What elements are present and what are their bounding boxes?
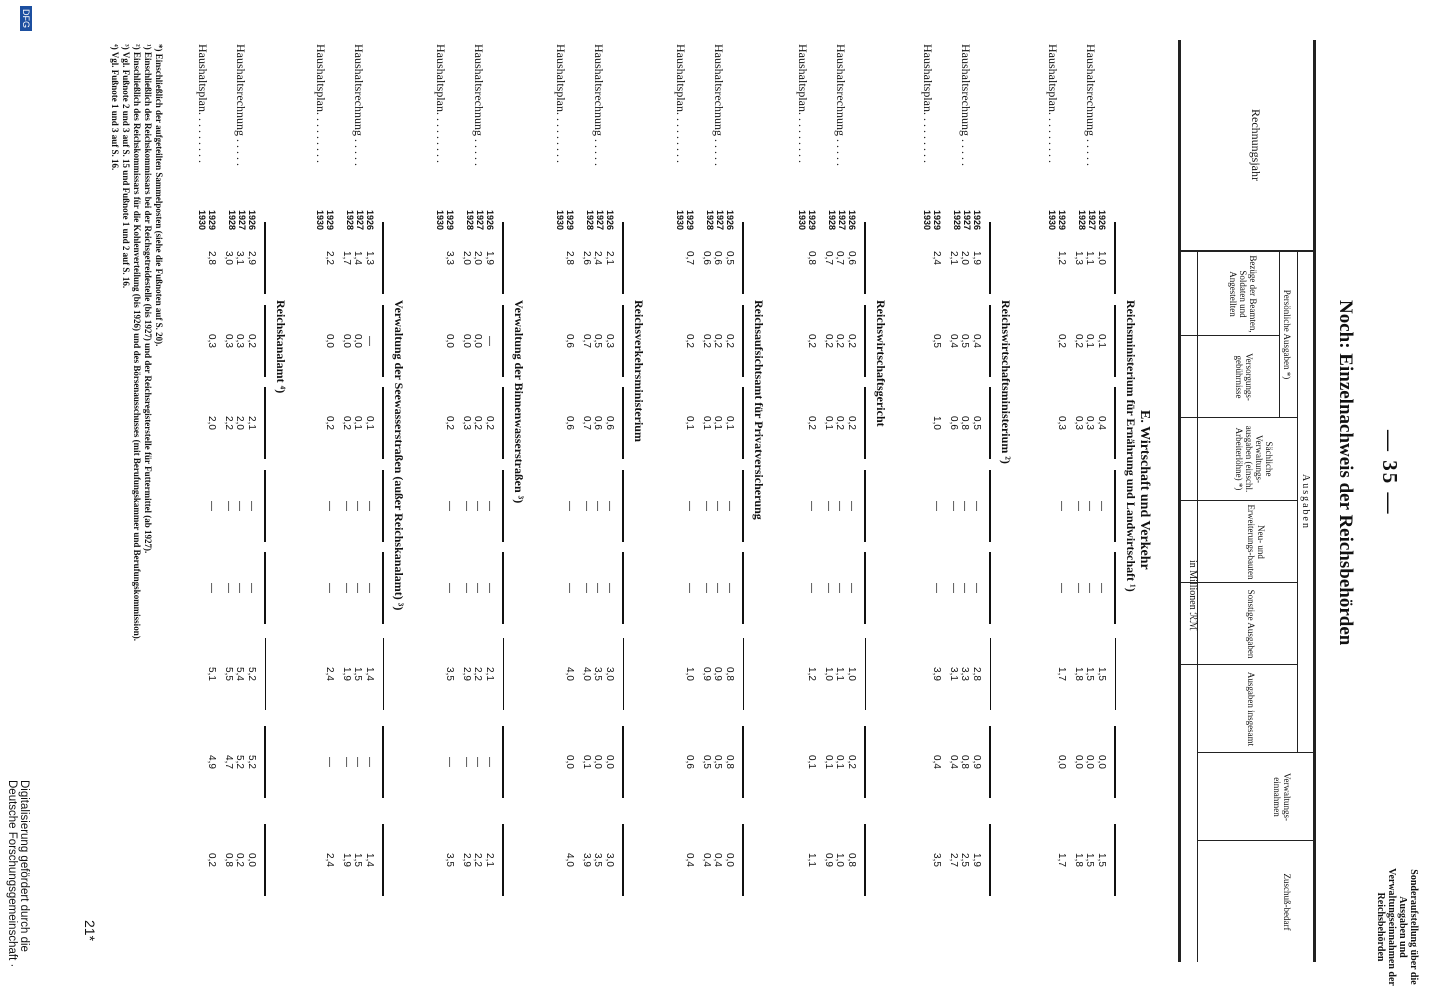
cell-zuschuss-plan: 0,2 [206, 853, 217, 867]
rule-neubauten [264, 470, 266, 542]
rule-zuschuss [502, 824, 504, 896]
cell-einnahmen: — — — [341, 757, 375, 767]
header-ausgaben-insgesamt: Ausgaben insgesamt [1246, 671, 1256, 747]
cell-einnahmen-plan: 0,0 [1056, 755, 1067, 769]
cell-versorgung: 0,2 0,3 0,3 [223, 334, 257, 348]
cell-versorgung-plan: 0,5 [931, 334, 942, 348]
rule-saechliche [864, 387, 866, 459]
dfg-badge: DFG [20, 6, 32, 31]
header-zuschuss: Zuschuß-bedarf [1282, 873, 1292, 931]
cell-bezuege: 0,6 0,7 0,7 [823, 251, 857, 265]
header-rechnungsjahr: Rechnungsjahr [1249, 109, 1263, 181]
cell-neubauten: — — — [581, 501, 615, 511]
cell-bezuege-plan: 0,7 [684, 251, 695, 265]
rule-sonstige [742, 552, 744, 624]
cell-bezuege-plan: 2,8 [206, 251, 217, 265]
row-label-rechnung: Haushaltsrechnung . . . . . [352, 44, 366, 166]
credit-line: Digitalisierung gefördert durch die Deutsche Forschungsgemeinschaft · [6, 780, 30, 968]
cell-bezuege: 1,0 1,1 1,3 [1073, 251, 1107, 265]
cell-neubauten-plan: — [1056, 501, 1067, 511]
cell-neubauten-plan: — [206, 501, 217, 511]
cell-einnahmen-plan: 0,1 [806, 755, 817, 769]
cell-insgesamt: 5,2 5,4 5,5 [223, 667, 257, 681]
cell-sonstige-plan: — [206, 583, 217, 593]
block-title: Reichskanalamt ⁴) [274, 300, 288, 394]
block-title: Verwaltung der Binnenwasserstraßen ³) [512, 300, 526, 504]
row-label-rechnung: Haushaltsrechnung . . . . . [834, 44, 848, 166]
cell-saechliche: 0,6 0,6 0,7 [581, 416, 615, 430]
rule-einnahmen [864, 726, 866, 798]
rule-bezuege [1114, 222, 1116, 294]
cell-insgesamt-plan: 1,7 [1056, 667, 1067, 681]
cell-saechliche: 0,2 0,2 0,1 [823, 416, 857, 430]
cell-einnahmen-plan: 0,6 [684, 755, 695, 769]
rule-saechliche [1114, 387, 1116, 459]
cell-einnahmen: 0,2 0,1 0,1 [823, 755, 857, 769]
header-versorgung: Versorgungs-gebührnisse [1234, 353, 1254, 401]
rule-neubauten [864, 470, 866, 542]
cell-zuschuss: 1,5 1,5 1,8 [1073, 853, 1107, 867]
cell-sonstige-plan: — [324, 583, 335, 593]
rule-sonstige [264, 552, 266, 624]
cell-saechliche-plan: 0,3 [1056, 416, 1067, 430]
rule-bezuege [502, 222, 504, 294]
cell-zuschuss: 1,4 1,5 1,9 [341, 853, 375, 867]
cell-neubauten-plan: — [684, 501, 695, 511]
cell-einnahmen-plan: — [444, 757, 455, 767]
years-rechnung: 1926 1927 1928 [1077, 210, 1107, 231]
block-title: Reichswirtschaftsgericht [874, 300, 888, 427]
cell-bezuege: 2,9 3,1 3,0 [223, 251, 257, 265]
rule-versorgung [264, 305, 266, 377]
cell-einnahmen: 0,0 0,0 0,1 [581, 755, 615, 769]
years-plan: 1929 1930 [555, 210, 575, 231]
rule-insgesamt [743, 638, 744, 710]
cell-versorgung: 0,3 0,5 0,7 [581, 334, 615, 348]
cell-bezuege-plan: 0,8 [806, 251, 817, 265]
cell-bezuege-plan: 2,4 [931, 251, 942, 265]
footnote: ⁴) Vgl. Fußnote 1 und 3 auf S. 16. [110, 44, 120, 171]
row-label-plan: Haushaltsplan. . . . . . . . . [434, 44, 448, 163]
cell-versorgung: 0,2 0,2 0,2 [701, 334, 735, 348]
cell-sonstige: — — — [823, 583, 857, 593]
cell-einnahmen-plan: 0,4 [931, 755, 942, 769]
footnote: ²) Einschließlich des Reichskommissars für die Kohlenverteilung (bis 1926) und des Börsenausschusses (mit Berufungskammer und Berufungskommission). [132, 44, 142, 641]
cell-versorgung-plan: 0,0 [444, 334, 455, 348]
row-label-plan: Haushaltsplan. . . . . . . . . [796, 44, 810, 163]
cell-insgesamt: 3,0 3,5 4,0 [581, 667, 615, 681]
cell-sonstige: — — — [948, 583, 982, 593]
page-number: — 35 — [1378, 430, 1402, 516]
cell-insgesamt: 1,4 1,5 1,9 [341, 667, 375, 681]
rule-saechliche [989, 387, 991, 459]
header-verwaltungseinnahmen: Verwaltungs-einnahmen [1272, 773, 1292, 821]
rule-sonstige [864, 552, 866, 624]
cell-versorgung: 0,4 0,5 0,4 [948, 334, 982, 348]
block-title: Reichsministerium für Ernährung und Landwirtschaft ¹) [1124, 300, 1138, 592]
block-title: Verwaltung der Seewasserstraßen (außer Reichskanalamt) ³) [392, 300, 406, 611]
rule-saechliche [742, 387, 744, 459]
cell-saechliche-plan: 0,6 [564, 416, 575, 430]
cell-zuschuss: 0,0 0,4 0,4 [701, 853, 735, 867]
rule-versorgung [989, 305, 991, 377]
cell-einnahmen-plan: — [324, 757, 335, 767]
rule-sonstige [989, 552, 991, 624]
years-plan: 1929 1930 [675, 210, 695, 231]
row-label-rechnung: Haushaltsrechnung . . . . . [1084, 44, 1098, 166]
cell-saechliche: 0,1 0,1 0,2 [341, 416, 375, 430]
rule-bezuege [622, 222, 624, 294]
block-title: Reichsverkehrsministerium [632, 300, 646, 442]
cell-zuschuss-plan: 1,1 [806, 853, 817, 867]
rule-insgesamt [265, 638, 266, 710]
row-label-rechnung: Haushaltsrechnung . . . . . [592, 44, 606, 166]
years-plan: 1929 1930 [1047, 210, 1067, 231]
years-plan: 1929 1930 [797, 210, 817, 231]
years-rechnung: 1926 1927 1928 [827, 210, 857, 231]
cell-sonstige-plan: — [684, 583, 695, 593]
cell-bezuege-plan: 2,2 [324, 251, 335, 265]
cell-bezuege-plan: 1,2 [1056, 251, 1067, 265]
row-label-plan: Haushaltsplan. . . . . . . . . [921, 44, 935, 163]
cell-versorgung-plan: 0,2 [806, 334, 817, 348]
page-title: Noch: Einzelnachweis der Reichsbehörden [1335, 300, 1356, 646]
cell-versorgung-plan: 0,3 [206, 334, 217, 348]
side-note: Sonderaufstellung über die Ausgaben und Verwaltungseinnahmen der Reichsbehörden [1375, 868, 1419, 986]
cell-versorgung-plan: 0,0 [324, 334, 335, 348]
rule-bezuege [989, 222, 991, 294]
rule-einnahmen [264, 726, 266, 798]
cell-bezuege: 1,9 2,0 2,1 [948, 251, 982, 265]
cell-neubauten-plan: — [806, 501, 817, 511]
row-label-plan: Haushaltsplan. . . . . . . . . [1046, 44, 1060, 163]
cell-insgesamt-plan: 3,5 [444, 667, 455, 681]
cell-saechliche-plan: 0,1 [684, 416, 695, 430]
row-label-plan: Haushaltsplan. . . . . . . . . [196, 44, 210, 163]
rule-einnahmen [989, 726, 991, 798]
cell-insgesamt-plan: 2,4 [324, 667, 335, 681]
cell-neubauten-plan: — [324, 501, 335, 511]
cell-neubauten: — — — [223, 501, 257, 511]
cell-einnahmen: 0,8 0,5 0,5 [701, 755, 735, 769]
cell-neubauten: — — — [948, 501, 982, 511]
cell-neubauten: — — — [341, 501, 375, 511]
cell-saechliche: 0,1 0,1 0,1 [701, 416, 735, 430]
unit-label: in Millionen ℛℳ [1187, 560, 1198, 631]
cell-sonstige-plan: — [931, 583, 942, 593]
cell-zuschuss-plan: 3,5 [931, 853, 942, 867]
rule-insgesamt [623, 638, 624, 710]
rule-neubauten [742, 470, 744, 542]
cell-sonstige: — — — [223, 583, 257, 593]
footnote: ¹) Einschließlich des Reichskommissars bei der Reichsgetreidestelle (bis 1927) und der Reichsregisterstelle für Futtermittel (ab 1927). [143, 44, 153, 554]
cell-sonstige-plan: — [1056, 583, 1067, 593]
rule-insgesamt [1115, 638, 1116, 710]
years-plan: 1929 1930 [315, 210, 335, 231]
cell-sonstige-plan: — [564, 583, 575, 593]
cell-neubauten-plan: — [444, 501, 455, 511]
rule-bezuege [382, 222, 384, 294]
rule-einnahmen [622, 726, 624, 798]
block-title: Reichswirtschaftsministerium ²) [999, 300, 1013, 464]
rule-sonstige [382, 552, 384, 624]
rule-sonstige [502, 552, 504, 624]
rule-versorgung [1114, 305, 1116, 377]
cell-insgesamt: 0,8 0,9 0,9 [701, 667, 735, 681]
rule-sonstige [622, 552, 624, 624]
cell-insgesamt: 2,8 3,3 3,1 [948, 667, 982, 681]
cell-insgesamt: 1,0 1,1 1,0 [823, 667, 857, 681]
cell-insgesamt: 2,1 2,2 2,9 [461, 667, 495, 681]
rule-bezuege [864, 222, 866, 294]
cell-versorgung: — 0,0 0,0 [461, 334, 495, 348]
cell-versorgung-plan: 0,6 [564, 334, 575, 348]
cell-saechliche: 0,5 0,8 0,6 [948, 416, 982, 430]
rule-insgesamt [865, 638, 866, 710]
cell-bezuege: 1,9 2,0 2,0 [461, 251, 495, 265]
header-ausgaben: Ausgaben [1300, 474, 1311, 530]
cell-sonstige: — — — [701, 583, 735, 593]
cell-insgesamt-plan: 1,2 [806, 667, 817, 681]
years-rechnung: 1926 1927 1928 [227, 210, 257, 231]
cell-sonstige: — — — [341, 583, 375, 593]
cell-versorgung: — 0,0 0,0 [341, 334, 375, 348]
cell-insgesamt-plan: 5,1 [206, 667, 217, 681]
cell-einnahmen: — — — [461, 757, 495, 767]
cell-bezuege-plan: 2,8 [564, 251, 575, 265]
cell-saechliche: 2,1 2,0 2,2 [223, 416, 257, 430]
years-rechnung: 1926 1927 1928 [952, 210, 982, 231]
cell-saechliche-plan: 0,2 [324, 416, 335, 430]
cell-zuschuss: 0,0 0,2 0,8 [223, 853, 257, 867]
rule-einnahmen [502, 726, 504, 798]
cell-saechliche-plan: 1,0 [931, 416, 942, 430]
rule-zuschuss [864, 824, 866, 896]
rule-neubauten [1114, 470, 1116, 542]
cell-sonstige-plan: — [444, 583, 455, 593]
cell-neubauten: — — — [701, 501, 735, 511]
rule-versorgung [864, 305, 866, 377]
section-title: E. Wirtschaft und Verkehr [1137, 410, 1152, 570]
cell-bezuege-plan: 3,3 [444, 251, 455, 265]
rule-zuschuss [622, 824, 624, 896]
row-label-rechnung: Haushaltsrechnung . . . . . [472, 44, 486, 166]
cell-bezuege: 0,5 0,6 0,6 [701, 251, 735, 265]
page-footer-number: 21* [82, 920, 98, 942]
rule-zuschuss [1114, 824, 1116, 896]
row-label-rechnung: Haushaltsrechnung . . . . . [712, 44, 726, 166]
cell-zuschuss-plan: 0,4 [684, 853, 695, 867]
cell-versorgung-plan: 0,2 [684, 334, 695, 348]
row-label-plan: Haushaltsplan. . . . . . . . . [674, 44, 688, 163]
years-plan: 1929 1930 [922, 210, 942, 231]
cell-zuschuss: 3,0 3,5 3,9 [581, 853, 615, 867]
rule-neubauten [622, 470, 624, 542]
rule-saechliche [382, 387, 384, 459]
cell-einnahmen: 0,0 0,0 0,0 [1073, 755, 1107, 769]
rule-insgesamt [990, 638, 991, 710]
cell-zuschuss-plan: 4,0 [564, 853, 575, 867]
cell-einnahmen: 0,9 0,8 0,4 [948, 755, 982, 769]
rule-sonstige [1114, 552, 1116, 624]
cell-saechliche-plan: 2,0 [206, 416, 217, 430]
footnote: ³) Vgl. Fußnote 2 und 3 auf S. 15 und Fußnote 1 und 2 auf S. 16. [121, 44, 131, 289]
row-label-rechnung: Haushaltsrechnung . . . . . [234, 44, 248, 166]
cell-sonstige-plan: — [806, 583, 817, 593]
cell-versorgung: 0,1 0,1 0,2 [1073, 334, 1107, 348]
rule-versorgung [382, 305, 384, 377]
rule-zuschuss [742, 824, 744, 896]
row-label-plan: Haushaltsplan. . . . . . . . . [554, 44, 568, 163]
cell-versorgung: 0,2 0,2 0,2 [823, 334, 857, 348]
cell-insgesamt-plan: 4,0 [564, 667, 575, 681]
cell-zuschuss-plan: 3,5 [444, 853, 455, 867]
cell-einnahmen-plan: 4,9 [206, 755, 217, 769]
cell-zuschuss: 0,8 1,0 0,9 [823, 853, 857, 867]
rule-zuschuss [989, 824, 991, 896]
rule-versorgung [742, 305, 744, 377]
rule-neubauten [382, 470, 384, 542]
rule-saechliche [622, 387, 624, 459]
years-rechnung: 1926 1927 1928 [585, 210, 615, 231]
block-title: Reichsaufsichtsamt für Privatversicherung [752, 300, 766, 520]
cell-neubauten: — — — [1073, 501, 1107, 511]
header-persoenliche: Persönliche Ausgaben *) [1282, 289, 1292, 380]
years-rechnung: 1926 1927 1928 [345, 210, 375, 231]
rule-bezuege [742, 222, 744, 294]
cell-neubauten-plan: — [564, 501, 575, 511]
header-sonstige: Sonstige Ausgaben [1246, 589, 1256, 659]
cell-bezuege: 1,3 1,4 1,7 [341, 251, 375, 265]
header-saechliche: Sächliche Verwaltungs-ausgaben (einschl. Arbeiterlöhne) *) [1234, 425, 1274, 493]
rule-versorgung [502, 305, 504, 377]
cell-versorgung-plan: 0,2 [1056, 334, 1067, 348]
rule-neubauten [989, 470, 991, 542]
cell-zuschuss: 2,1 2,2 2,9 [461, 853, 495, 867]
rule-saechliche [502, 387, 504, 459]
cell-neubauten-plan: — [931, 501, 942, 511]
rule-einnahmen [742, 726, 744, 798]
row-label-rechnung: Haushaltsrechnung . . . . . [959, 44, 973, 166]
cell-insgesamt-plan: 1,0 [684, 667, 695, 681]
table-header [1178, 40, 1316, 962]
years-plan: 1929 1930 [435, 210, 455, 231]
rule-saechliche [264, 387, 266, 459]
cell-zuschuss: 1,9 2,5 2,7 [948, 853, 982, 867]
cell-insgesamt: 1,5 1,5 1,8 [1073, 667, 1107, 681]
rule-insgesamt [503, 638, 504, 710]
rule-zuschuss [382, 824, 384, 896]
cell-saechliche-plan: 0,2 [806, 416, 817, 430]
cell-einnahmen: 5,2 5,2 4,7 [223, 755, 257, 769]
rule-einnahmen [382, 726, 384, 798]
cell-bezuege: 2,1 2,4 2,6 [581, 251, 615, 265]
cell-zuschuss-plan: 2,4 [324, 853, 335, 867]
cell-sonstige: — — — [1073, 583, 1107, 593]
cell-saechliche: 0,4 0,3 0,3 [1073, 416, 1107, 430]
rule-einnahmen [1114, 726, 1116, 798]
cell-saechliche-plan: 0,2 [444, 416, 455, 430]
header-neubauten: Neu- und Erweiterungs-bauten [1246, 504, 1266, 580]
years-rechnung: 1926 1927 1928 [465, 210, 495, 231]
rule-versorgung [622, 305, 624, 377]
rule-insgesamt [383, 638, 384, 710]
cell-neubauten: — — — [823, 501, 857, 511]
years-rechnung: 1926 1927 1928 [705, 210, 735, 231]
cell-saechliche: 0,2 0,2 0,3 [461, 416, 495, 430]
cell-sonstige: — — — [461, 583, 495, 593]
cell-neubauten: — — — [461, 501, 495, 511]
footnote: *) Einschließlich der aufgeteilten Sammelposten (siehe die Fußnoten auf S. 20). [154, 44, 164, 347]
row-label-plan: Haushaltsplan. . . . . . . . . [314, 44, 328, 163]
header-bezuege: Bezüge der Beamten, Soldaten und Angestellten [1228, 255, 1258, 333]
rule-bezuege [264, 222, 266, 294]
years-plan: 1929 1930 [197, 210, 217, 231]
rule-zuschuss [264, 824, 266, 896]
cell-insgesamt-plan: 3,9 [931, 667, 942, 681]
cell-zuschuss-plan: 1,7 [1056, 853, 1067, 867]
cell-einnahmen-plan: 0,0 [564, 755, 575, 769]
cell-sonstige: — — — [581, 583, 615, 593]
rule-neubauten [502, 470, 504, 542]
